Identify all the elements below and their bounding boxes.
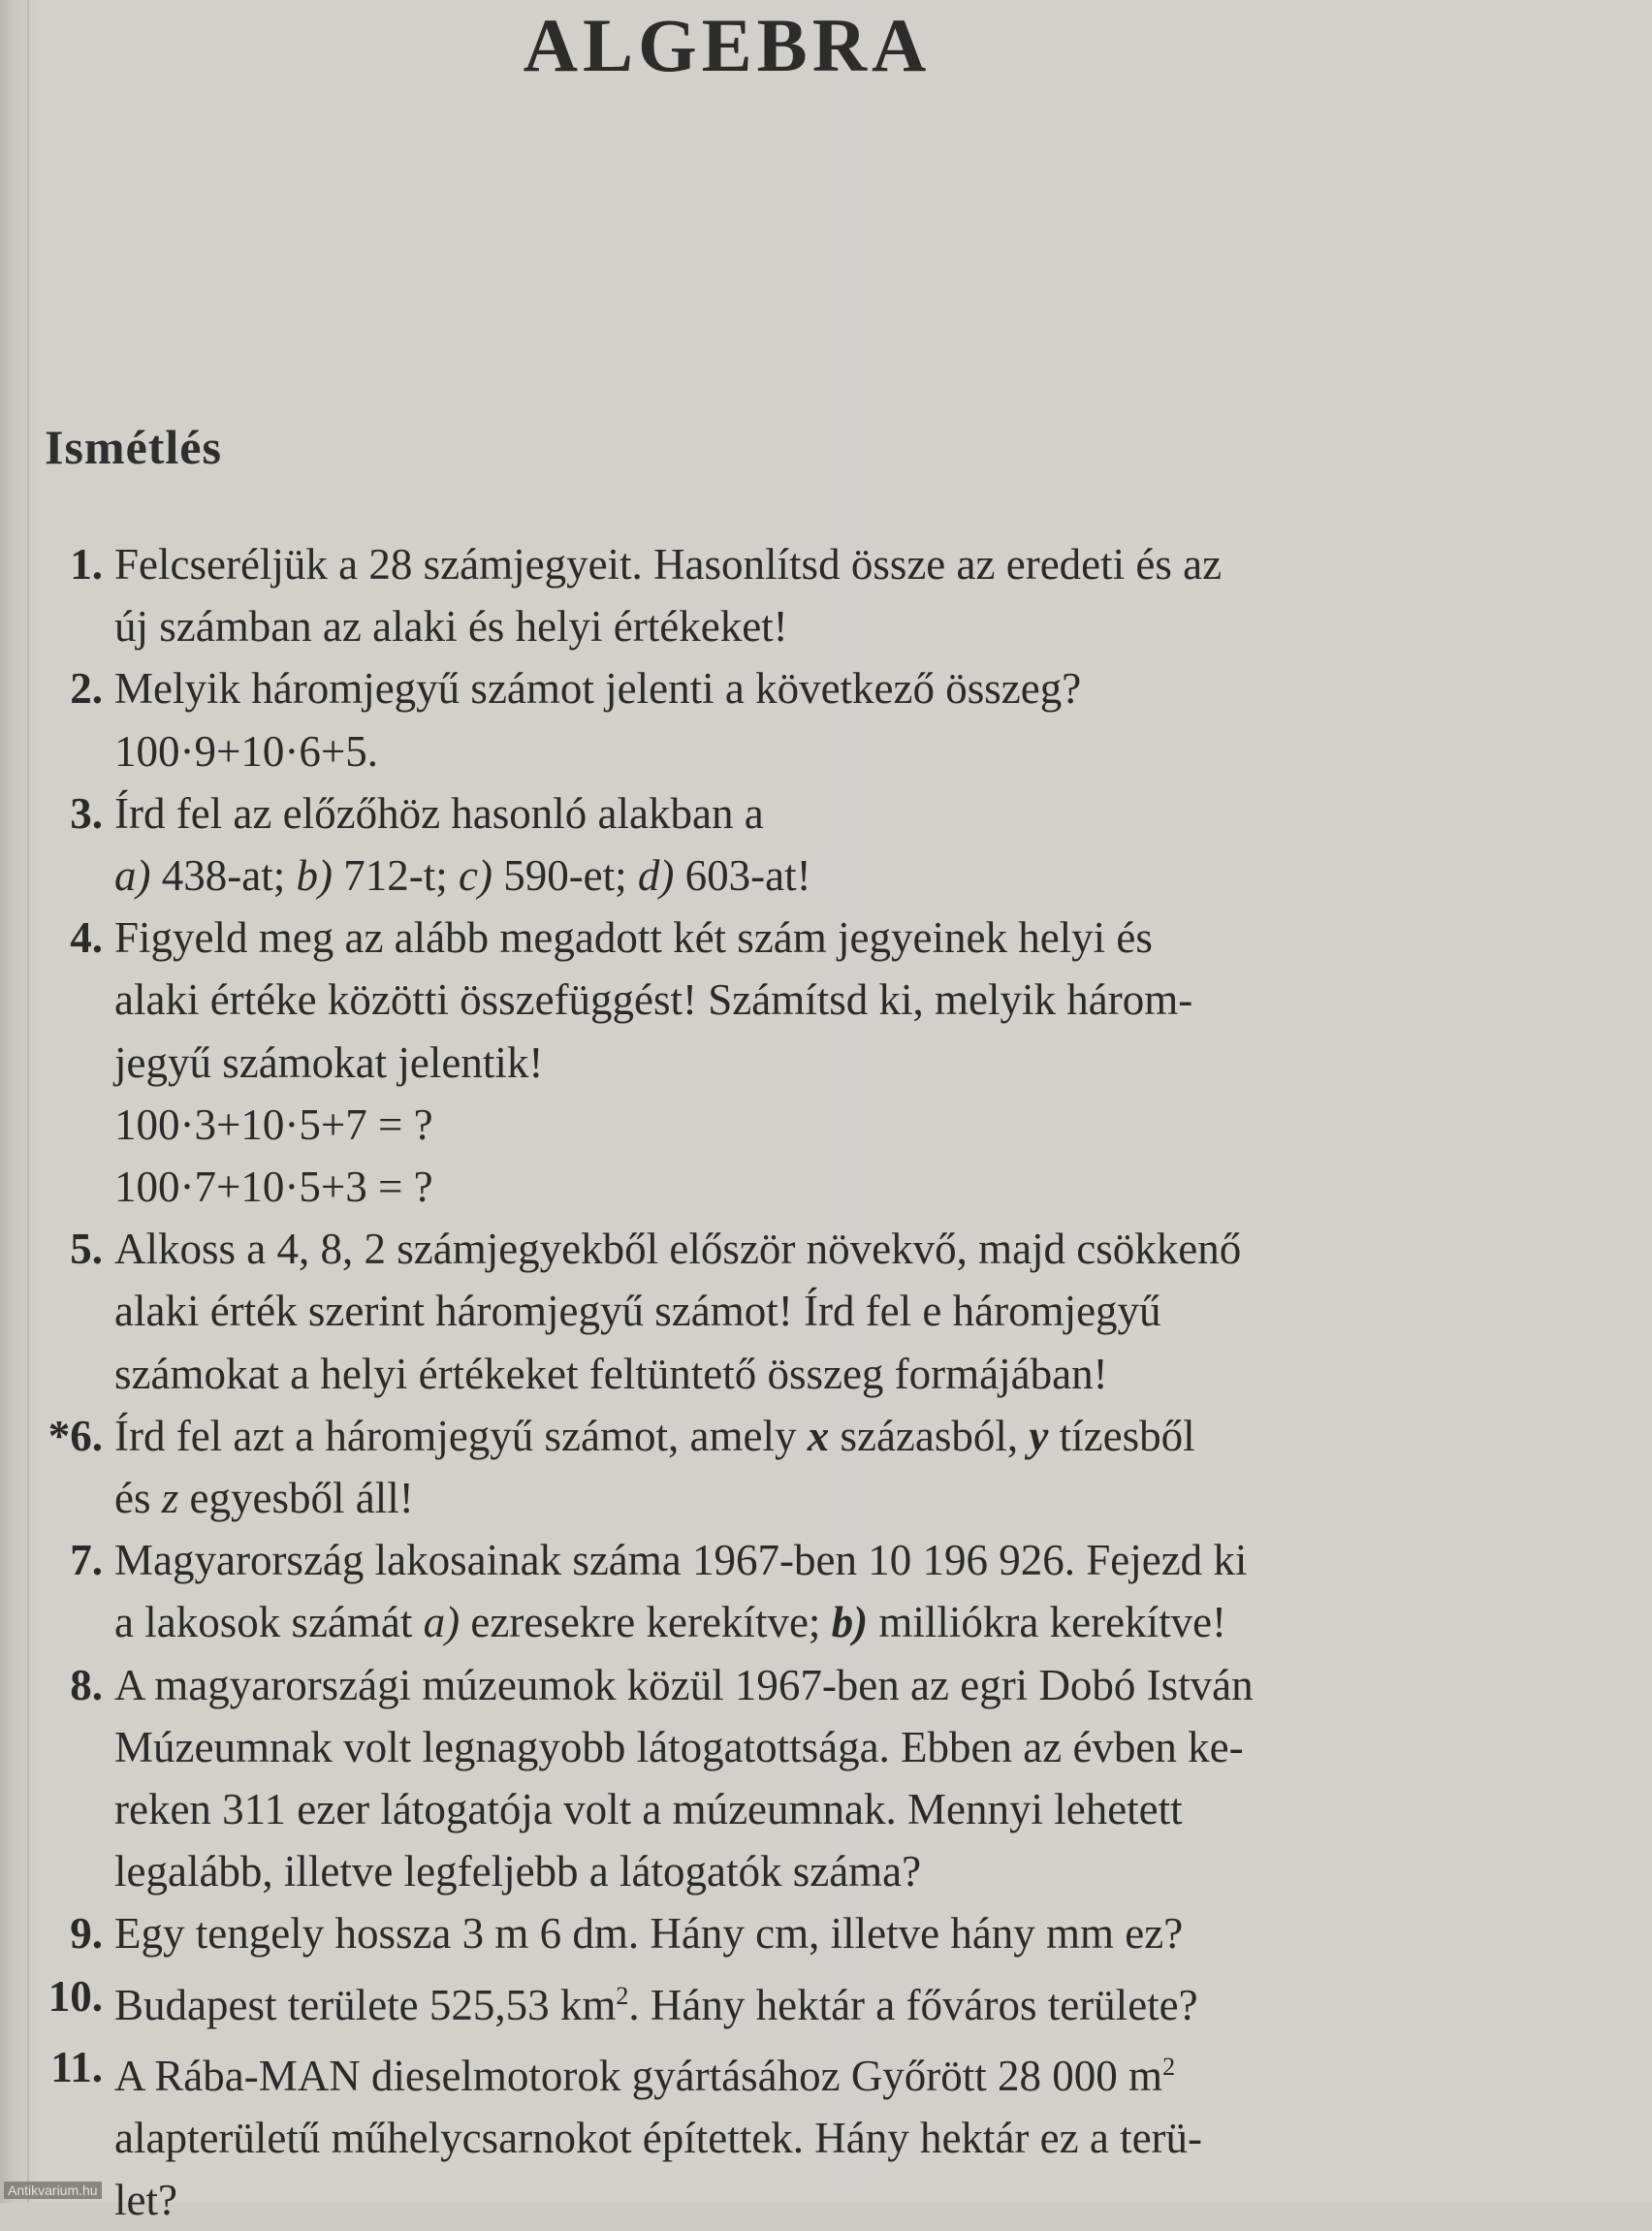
problem-text-line	[114, 1965, 1481, 2036]
superscript: 2	[1162, 2052, 1176, 2081]
problem-text-line: új számban az alaki és helyi értékeket!	[114, 602, 788, 652]
variable-z: z	[161, 1474, 179, 1523]
subpart-label: a)	[423, 1598, 461, 1647]
problem-number: 1.	[70, 540, 103, 589]
problem-text-line: Figyeld meg az alább megadott két szám jegyeinek helyi és	[114, 913, 1153, 963]
problem-4	[0, 907, 1481, 1218]
problem-expression: 100·9+10·6+5.	[114, 726, 378, 776]
watermark: Antikvarium.hu	[4, 2182, 102, 2199]
problem-9	[0, 1902, 1481, 1964]
problem-number: *6.	[48, 1411, 103, 1460]
problem-text-line	[114, 1405, 1481, 1467]
problem-number: 11.	[50, 2042, 103, 2091]
text-segment: A Rába-MAN dieselmotorok gyártásához Győrött 28 000 m	[114, 2051, 1163, 2100]
problem-expression: 100·7+10·5+3 = ?	[114, 1163, 433, 1212]
subpart-label: b)	[831, 1598, 869, 1647]
subpart-label: c)	[458, 851, 492, 901]
problem-text-line: Melyik háromjegyű számot jelenti a következő összeg?	[114, 664, 1082, 714]
problem-number: 4.	[70, 913, 103, 963]
problem-6	[0, 1405, 1481, 1529]
problem-subparts	[114, 845, 1481, 907]
variable-y: y	[1029, 1411, 1049, 1460]
problem-text-line: Alkoss a 4, 8, 2 számjegyekből először növekvő, majd csökkenő	[114, 1225, 1242, 1274]
problem-text-line: A magyarországi múzeumok közül 1967-ben az egri Dobó István	[114, 1660, 1254, 1709]
text-segment: milliókra kerekítve!	[868, 1598, 1227, 1647]
problem-number: 2.	[70, 664, 103, 714]
text-segment: tízesből	[1048, 1411, 1195, 1460]
problem-text-line: alaki értéke közötti összefüggést! Számítsd ki, melyik három-	[114, 975, 1193, 1025]
text-segment: a lakosok számát	[114, 1598, 424, 1647]
problem-7	[0, 1529, 1481, 1653]
problem-text-line: alapterületű műhelycsarnokot építettek. Hány hektár ez a terü-	[114, 2114, 1203, 2163]
problem-text-line: Írd fel az előzőhöz hasonló alakban a	[114, 788, 764, 838]
problem-number: 7.	[70, 1536, 103, 1585]
problem-expression: 100·3+10·5+7 = ?	[114, 1100, 433, 1149]
subpart-label: b)	[296, 851, 333, 901]
text-segment: egyesből áll!	[178, 1474, 414, 1523]
problem-text-line: Magyarország lakosainak száma 1967-ben 10 196 926. Fejezd ki	[114, 1536, 1248, 1585]
subpart-text: 603-at!	[674, 851, 811, 901]
problem-text-line: számokat a helyi értékeket feltüntető összeg formájában!	[114, 1349, 1108, 1398]
problem-text-line: legalább, illetve legfeljebb a látogatók száma?	[114, 1847, 922, 1896]
problem-text-line: alaki érték szerint háromjegyű számot! Írd fel e háromjegyű	[114, 1287, 1161, 1336]
problem-5	[0, 1218, 1481, 1405]
page-title: ALGEBRA	[523, 3, 932, 87]
problem-text-line: Felcseréljük a 28 számjegyeit. Hasonlítsd össze az eredeti és az	[114, 540, 1223, 589]
problem-3	[0, 782, 1481, 907]
problem-number: 10.	[48, 1971, 103, 2021]
text-segment: . Hány hektár a főváros területe?	[628, 1980, 1198, 2029]
problem-list	[0, 533, 1652, 2231]
problem-10	[0, 1965, 1481, 2036]
problem-text-line: jegyű számokat jelentik!	[114, 1037, 544, 1087]
problem-number: 8.	[70, 1660, 103, 1709]
problem-2	[0, 657, 1481, 781]
subpart-label: a)	[114, 851, 151, 901]
text-segment: Írd fel azt a háromjegyű számot, amely	[114, 1411, 808, 1460]
problem-text-line	[114, 1467, 1481, 1529]
text-segment: és	[114, 1474, 162, 1523]
problem-text-line	[114, 2036, 1481, 2107]
problem-text-line: Múzeumnak volt legnagyobb látogatottsága. Ebben az évben ke-	[114, 1722, 1244, 1771]
problem-8	[0, 1654, 1481, 1903]
subpart-text: 712-t;	[332, 851, 459, 901]
problem-text-line: let?	[114, 2176, 177, 2225]
problem-number: 3.	[70, 788, 103, 838]
variable-x: x	[807, 1411, 830, 1460]
problem-number: 5.	[70, 1225, 103, 1274]
problem-1	[0, 533, 1481, 657]
text-segment: ezresekre kerekítve;	[460, 1598, 832, 1647]
problem-11	[0, 2036, 1481, 2231]
subpart-text: 438-at;	[150, 851, 297, 901]
problem-text-line: reken 311 ezer látogatója volt a múzeumnak. Mennyi lehetett	[114, 1785, 1183, 1834]
subpart-label: d)	[637, 851, 675, 901]
problem-number: 9.	[70, 1909, 103, 1959]
superscript: 2	[616, 1981, 629, 2010]
problem-text-line: Egy tengely hossza 3 m 6 dm. Hány cm, illetve hány mm ez?	[114, 1909, 1184, 1959]
text-segment: százasból,	[829, 1411, 1030, 1460]
problem-text-line	[114, 1591, 1481, 1653]
subpart-text: 590-et;	[492, 851, 638, 901]
text-segment: Budapest területe 525,53 km	[114, 1980, 617, 2029]
section-heading: Ismétlés	[45, 420, 222, 474]
